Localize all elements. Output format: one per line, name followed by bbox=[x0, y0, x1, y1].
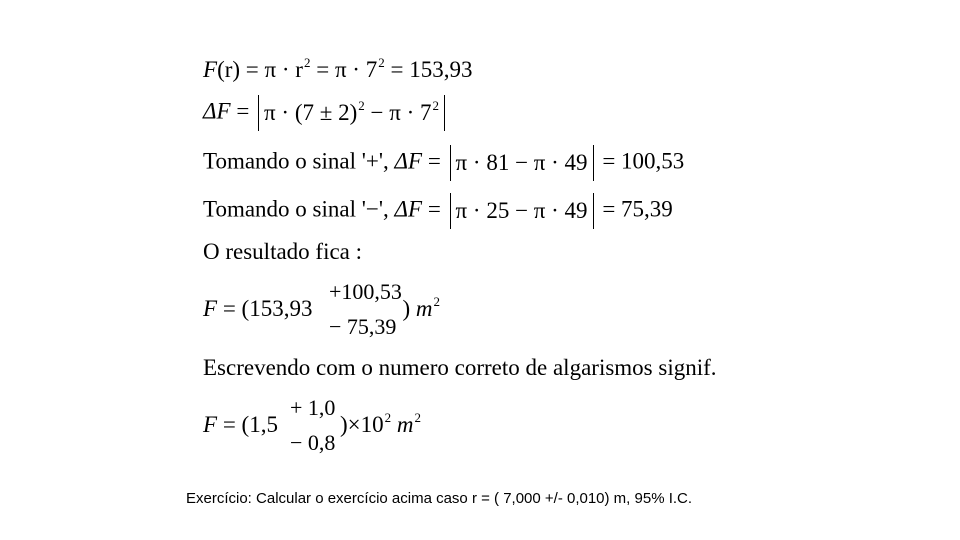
minus-prefix: Tomando o sinal '−', bbox=[203, 196, 395, 222]
signif-label: Escrevendo com o numero correto de algarismos signif. bbox=[203, 355, 717, 380]
lower-uncertainty: − 0,8 bbox=[290, 430, 336, 455]
close-paren: ) bbox=[402, 296, 416, 321]
eq-sign: = bbox=[230, 98, 256, 124]
var-f: F bbox=[203, 412, 218, 437]
final-value: = (1,5 bbox=[217, 412, 278, 437]
plus-sign-equation bbox=[203, 145, 684, 181]
exponent: 2 bbox=[384, 410, 392, 425]
eq-sign: = bbox=[240, 57, 265, 82]
unit: m bbox=[415, 296, 433, 321]
abs-value bbox=[450, 145, 594, 181]
abs-value bbox=[450, 193, 594, 229]
times-ten: )×10 bbox=[339, 412, 384, 437]
term-a: π · (7 ± 2) bbox=[264, 100, 358, 125]
result-label: O resultado fica : bbox=[203, 239, 363, 264]
pi-seven: = π · 7 bbox=[310, 57, 378, 82]
upper-uncertainty: + 1,0 bbox=[290, 395, 336, 420]
exercise-text: Exercício: Calcular o exercício acima caso r = ( 7,000 +/- 0,010) m, 95% I.C. bbox=[186, 490, 693, 507]
eq-sign: = bbox=[422, 148, 447, 174]
abs-inner: π · 81 − π · 49 bbox=[455, 150, 588, 175]
equation-area bbox=[203, 55, 473, 82]
exponent: 2 bbox=[433, 294, 440, 309]
lower-uncertainty: − 75,39 bbox=[329, 314, 397, 339]
unit: m bbox=[391, 412, 414, 437]
exponent: 2 bbox=[303, 55, 311, 70]
plus-prefix: Tomando o sinal '+', bbox=[203, 148, 395, 174]
var-f: F bbox=[203, 296, 218, 321]
exponent: 2 bbox=[378, 55, 385, 70]
delta-f: ΔF bbox=[394, 148, 423, 174]
delta-f: ΔF bbox=[203, 98, 231, 124]
upper-uncertainty: +100,53 bbox=[329, 279, 402, 304]
result-value: = (153,93 bbox=[217, 296, 313, 321]
exponent: 2 bbox=[358, 98, 365, 113]
abs-inner: π · 25 − π · 49 bbox=[455, 198, 588, 223]
exponent: 2 bbox=[432, 98, 440, 113]
exponent: 2 bbox=[414, 410, 421, 425]
delta-f: ΔF bbox=[394, 196, 423, 222]
arg-r: (r) bbox=[217, 57, 241, 82]
term-b: − π · 7 bbox=[364, 100, 432, 125]
abs-value bbox=[258, 95, 445, 131]
var-f: F bbox=[203, 57, 218, 82]
minus-result: = 75,39 bbox=[596, 196, 673, 222]
plus-result: = 100,53 bbox=[596, 148, 685, 174]
area-result: = 153,93 bbox=[384, 57, 473, 82]
delta-equation bbox=[203, 95, 448, 131]
minus-sign-equation bbox=[203, 193, 673, 229]
eq-sign: = bbox=[422, 196, 447, 222]
pi-r: π · r bbox=[264, 57, 303, 82]
result-equation bbox=[203, 294, 440, 321]
